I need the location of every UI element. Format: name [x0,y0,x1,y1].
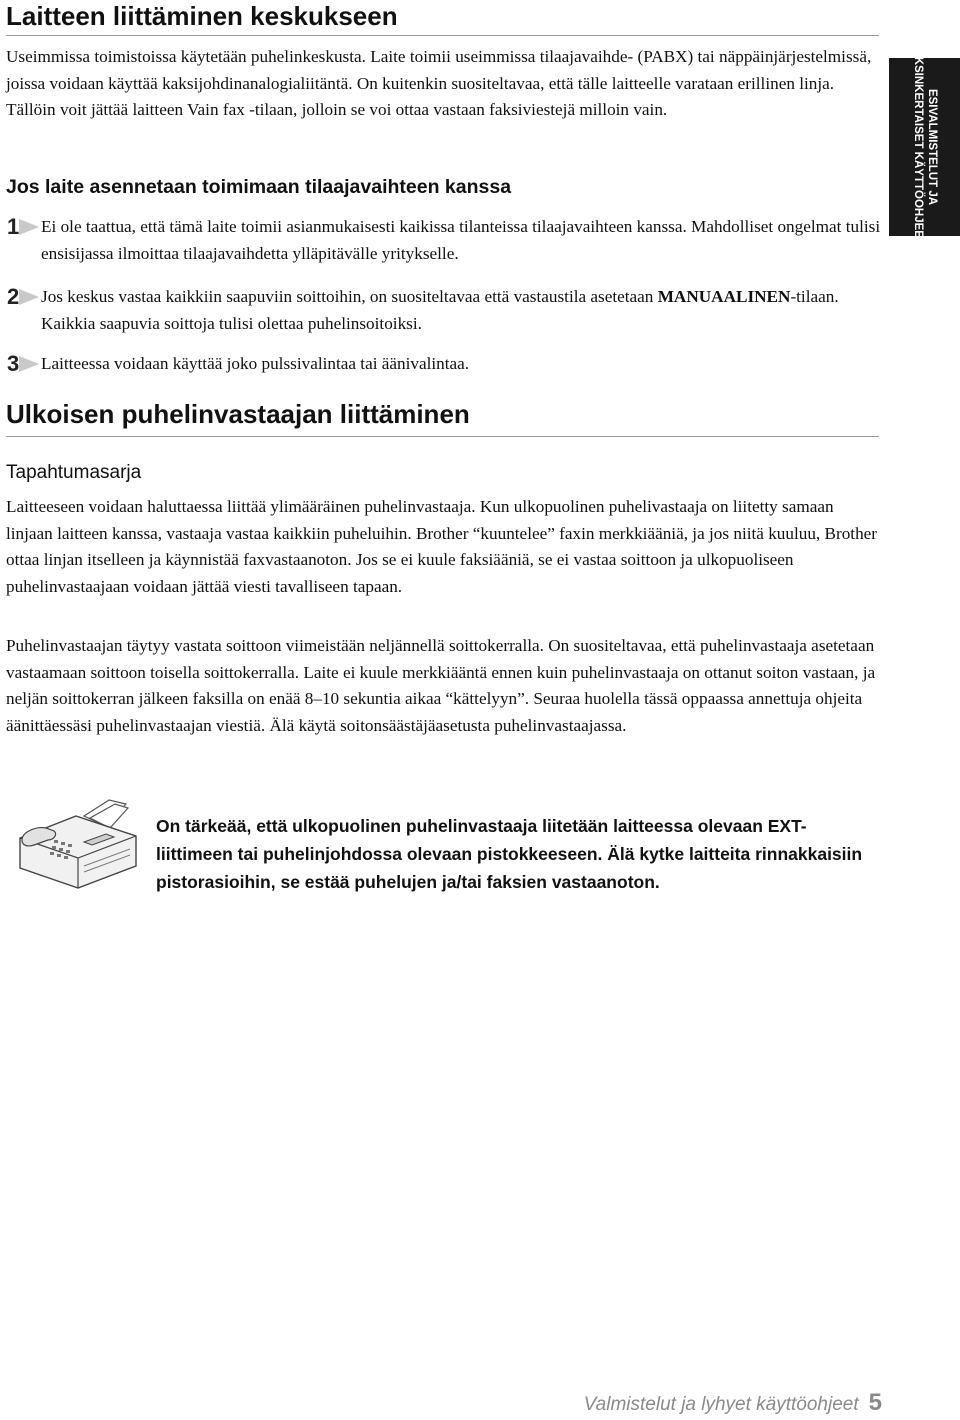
mode-name-manual: MANUAALINEN [657,287,791,306]
step-number-3: 3 [7,351,20,376]
step-number-1: 1 [7,214,20,239]
title-divider [6,436,879,437]
answering-machine-paragraph-2: Puhelinvastaajan täytyy vastata soittoon viimeistään neljännellä soittokerralla. On suositeltavaa, että puhelinvastaaja asetetaan vastaamaan soittoon toisella soittokerralla. Laite ei kuule merkkiääntä ennen kuin puhelinvastaaja on ottanut soiton vastaan, ja neljän soittokerran jälkeen faksilla on enää 8–10 sekuntia aikaa “kättelyyn”. Seuraa huolella tässä oppaassa annettuja ohjeita äänittäessäsi puhelinvastaajan viestiä. Älä käytä soitonsäästäjäasetusta puhelinvastaajassa. [6,636,876,735]
pbx-subheading: Jos laite asennetaan toimimaan tilaajavaihteen kanssa [6,176,512,198]
step-text-3: Laitteessa voidaan käyttää joko pulssivalintaa tai äänivalintaa. [41,354,470,373]
page-number: 5 [868,1389,882,1416]
section-title-answering-machine: Ulkoisen puhelinvastaajan liittäminen [6,399,470,429]
side-tab-line2: YKSINKERTAISET KÄYTTÖOHJEET [911,49,924,245]
answering-machine-paragraph-1: Laitteeseen voidaan haluttaessa liittää ylimääräinen puhelinvastaaja. Kun ulkopuolinen puhelivastaaja on liitetty samaan linjaan laitteen kanssa, vastaaja vastaa kaikkiin puheluihin. Brother “kuuntelee” faxin merkkiääniä, ja jos niitä kuuluu, Brother ottaa linjan itselleen ja käynnistää faxvastaanoton. Jos se ei kuule faksiääniä, se ei vastaa soittoon ja ulkopuoliseen puhelinvastaajaan voidaan jättää viesti tavalliseen tapaan. [6,497,878,596]
step-arrow-icon [19,356,39,372]
footer-chapter-name: Valmistelut ja lyhyet käyttöohjeet [583,1394,859,1415]
fax-machine-icon [14,796,146,890]
step-text-2: Jos keskus vastaa kaikkiin saapuviin soittoihin, on suositeltavaa että vastaustila asetetaan MANUAALINEN-tilaan. Kaikkia saapuvia soittoja tulisi olettaa puhelinsoitoiksi. [41,287,839,333]
important-note: On tärkeää, että ulkopuolinen puhelinvastaaja liitetään laitteessa olevaan EXT-liittimeen tai puhelinjohdossa olevaan pistokkeeseen. Älä kytke laitteita rinnakkaisiin pistorasioihin, se estää puhelujen ja/tai faksien vastaanoton. [156,816,863,892]
step-arrow-icon [19,289,39,305]
step-arrow-icon [19,219,39,235]
title-divider [6,35,879,36]
page-footer [520,1388,882,1420]
step-number-2: 2 [7,284,20,309]
sequence-subheading: Tapahtumasarja [6,462,142,483]
chapter-side-tab [889,49,960,245]
side-tab-line1: ESIVALMISTELUT JA [925,88,938,206]
step-text-1: Ei ole taattua, että tämä laite toimii asianmukaisesti kaikissa tilanteissa tilaajavaihteen kanssa. Mahdolliset ongelmat tulisi ensisijassa ilmoittaa tilaajavaihdetta ylläpitävälle yritykselle. [41,217,881,263]
intro-paragraph: Useimmissa toimistoissa käytetään puhelinkeskusta. Laite toimii useimmissa tilaajavaihde- (PABX) tai näppäinjärjestelmissä, joissa voidaan käyttää kaksijohdinanalogialiitäntä. On kuitenkin suositeltavaa, että tälle laitteelle varataan erillinen linja. Tällöin voit jättää laitteen Vain fax -tilaan, jolloin se voi ottaa vastaan faksiviestejä milloin vain. [6,47,872,119]
section-title-pbx: Laitteen liittäminen keskukseen [6,1,398,31]
